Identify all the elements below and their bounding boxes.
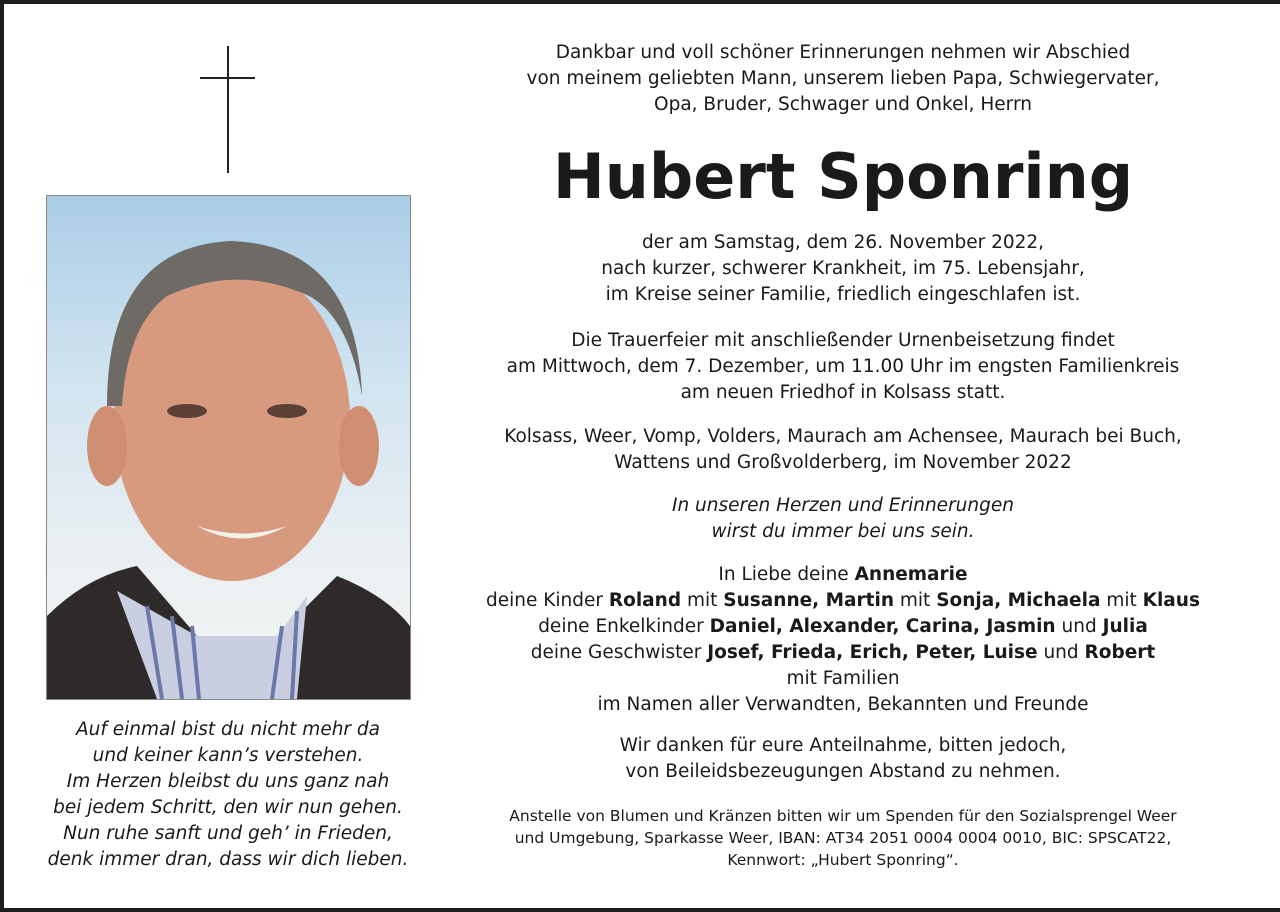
intro-line: von meinem geliebten Mann, unserem lieben Papa, Schwiegervater, — [526, 68, 1160, 89]
family-text: mit Familien — [786, 668, 900, 689]
family-text: und — [1037, 642, 1085, 663]
death-line: nach kurzer, schwerer Krankheit, im 75. Lebensjahr, — [601, 258, 1085, 279]
thanks-line: Wir danken für eure Anteilnahme, bitten jedoch, — [619, 735, 1067, 756]
death-line: der am Samstag, dem 26. November 2022, — [641, 232, 1045, 253]
family-text: mit — [894, 590, 937, 611]
donation-line: Kennwort: „Hubert Sponring“. — [727, 851, 959, 869]
family-line — [450, 562, 1236, 588]
family-member-name: Klaus — [1142, 590, 1200, 611]
family-text: deine Geschwister — [530, 642, 708, 663]
thanks-line: von Beileidsbezeugungen Abstand zu nehmen. — [625, 761, 1061, 782]
funeral-line: am Mittwoch, dem 7. Dezember, um 11.00 Uhr im engsten Familienkreis — [506, 356, 1180, 377]
family-text: mit — [1100, 590, 1143, 611]
family-member-name: Julia — [1102, 616, 1148, 637]
motto — [450, 493, 1236, 545]
family-line — [450, 666, 1236, 692]
motto-line: wirst du immer bei uns sein. — [711, 521, 975, 542]
death-notice — [450, 230, 1236, 308]
donation-line: und Umgebung, Sparkasse Weer, IBAN: AT34 2051 0004 0004 0010, BIC: SPSCAT22, — [514, 829, 1172, 847]
places-date — [450, 424, 1236, 476]
family-line — [450, 692, 1236, 718]
cross-icon-bar — [200, 77, 255, 79]
family-line — [450, 588, 1236, 614]
poem-line: und keiner kann’s verstehen. — [92, 745, 364, 766]
funeral-line: Die Trauerfeier mit anschließender Urnenbeisetzung findet — [571, 330, 1115, 351]
family-member-name: Sonja, Michaela — [936, 590, 1101, 611]
intro-text — [450, 40, 1236, 118]
donation-text — [450, 805, 1236, 871]
donation-line: Anstelle von Blumen und Kränzen bitten wir um Spenden für den Sozialsprengel Weer — [509, 807, 1177, 825]
places-line: Kolsass, Weer, Vomp, Volders, Maurach am Achensee, Maurach bei Buch, — [504, 426, 1182, 447]
family-text: mit — [681, 590, 724, 611]
family-line — [450, 640, 1236, 666]
family-member-name: Daniel, Alexander, Carina, Jasmin — [709, 616, 1056, 637]
intro-line: Opa, Bruder, Schwager und Onkel, Herrn — [654, 94, 1032, 115]
funeral-info — [450, 328, 1236, 406]
funeral-line: am neuen Friedhof in Kolsass statt. — [680, 382, 1006, 403]
deceased-name: Hubert Sponring — [552, 140, 1134, 213]
places-line: Wattens und Großvolderberg, im November 2022 — [614, 452, 1072, 473]
family-member-name: Robert — [1084, 642, 1156, 663]
poem-line: Auf einmal bist du nicht mehr da — [76, 719, 380, 740]
poem-line: bei jedem Schritt, den wir nun gehen. — [53, 797, 403, 818]
family-member-name: Annemarie — [854, 564, 968, 585]
family-member-name: Susanne, Martin — [723, 590, 894, 611]
poem-line: Im Herzen bleibst du uns ganz nah — [66, 771, 390, 792]
poem — [20, 717, 436, 873]
family-text: im Namen aller Verwandten, Bekannten und Freunde — [597, 694, 1089, 715]
family-text: deine Kinder — [486, 590, 609, 611]
family-text: In Liebe deine — [718, 564, 855, 585]
motto-line: In unseren Herzen und Erinnerungen — [672, 495, 1014, 516]
poem-line: denk immer dran, dass wir dich lieben. — [47, 849, 409, 870]
family-member-name: Roland — [608, 590, 682, 611]
intro-line: Dankbar und voll schöner Erinnerungen nehmen wir Abschied — [555, 42, 1131, 63]
family-line — [450, 614, 1236, 640]
death-line: im Kreise seiner Familie, friedlich eingeschlafen ist. — [605, 284, 1081, 305]
portrait-photo — [46, 195, 411, 700]
family-text: deine Enkelkinder — [538, 616, 710, 637]
family-list — [450, 562, 1236, 718]
poem-line: Nun ruhe sanft und geh’ in Frieden, — [63, 823, 393, 844]
family-text: und — [1055, 616, 1103, 637]
family-member-name: Josef, Frieda, Erich, Peter, Luise — [707, 642, 1038, 663]
cross-icon — [227, 46, 229, 173]
thanks-text — [450, 733, 1236, 785]
